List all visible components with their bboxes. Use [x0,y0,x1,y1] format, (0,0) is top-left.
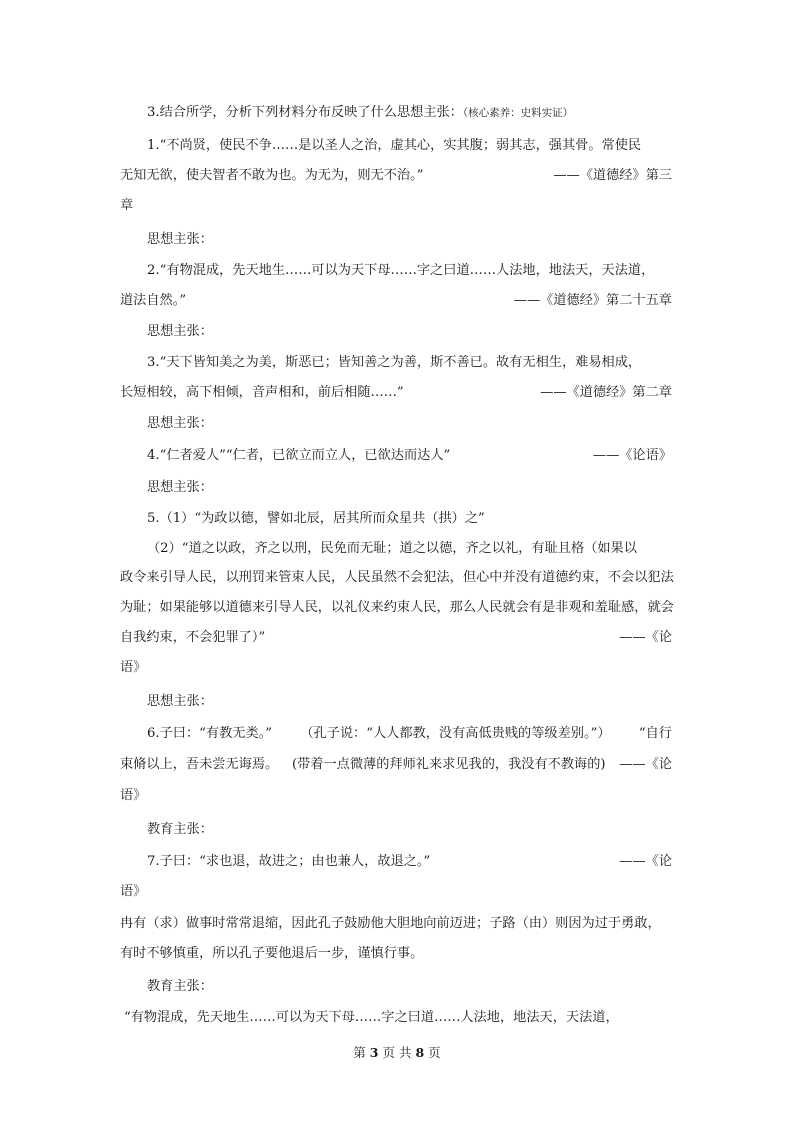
item-7-explain-1: 冉有（求）做事时常常退缩，因此孔子鼓励他大胆地向前迈进；子路（由）则因为过于勇敢， [120,916,661,931]
item-7-line-1 [147,852,672,872]
item-5-line-1: 5.（1）“为政以德，譬如北辰，居其所而众星共（拱）之” [147,511,485,526]
item-4-source: ——《论语》 [592,448,672,463]
item-7-answer-label: 教育主张： [147,979,213,994]
item-1-source: ——《道德经》第三 [553,168,672,183]
item-5-line-2: （2）“道之以政，齐之以刑，民免而无耻；道之以德，齐之以礼，有耻且格（如果以 [147,541,637,556]
item-5-answer-label: 思想主张： [147,694,213,709]
item-6-quote-cont: “自行 [638,726,672,741]
item-2-line-1: 2.“有物混成，先天地生……可以为天下母……字之曰道……人法地，地法天，天法道， [147,263,655,278]
footer-total-pages: 8 [415,1045,425,1060]
item-2-text: 道法自然。” [120,293,187,308]
item-2-line-2 [120,291,672,311]
trailing-line: “有物混成，先天地生……可以为天下母……字之曰道……人法地，地法天，天法道， [124,1010,619,1025]
page-footer [0,1044,794,1062]
item-3-text: 长短相较，高下相倾，音声相和，前后相随……” [120,385,404,400]
item-5-line-5 [120,628,672,648]
item-5-source: ——《论 [619,630,672,645]
item-6-quote-2: 束脩以上，吾未尝无诲焉。 [120,757,279,772]
item-7-source: ——《论 [619,854,672,869]
item-4-text: 4.“仁者爱人”“仁者，已欲立而立人，已欲达而达人” [147,448,451,463]
item-1-line-1: 1.“不尚贤，使民不争……是以圣人之治，虚其心，实其腹；弱其志，强其骨。常使民 [147,138,642,153]
item-6-source: ——《论 [619,757,672,772]
question-title [147,103,672,123]
item-7-explain-2: 有时不够慎重，所以孔子要他退后一步，谨慎行事。 [120,946,424,961]
footer-mid1: 页 [382,1045,395,1060]
item-4-answer-label: 思想主张： [147,480,213,495]
item-7-line-2: 语》 [120,884,147,899]
item-5-text: 自我约束，不会犯罪了）” [120,630,266,645]
item-2-source: ——《道德经》第二十五章 [513,293,672,308]
item-1-answer-label: 思想主张： [147,232,213,247]
item-3-answer-label: 思想主张： [147,416,213,431]
item-2-answer-label: 思想主张： [147,324,213,339]
footer-pre: 第 [353,1045,366,1060]
question-text: 3.结合所学，分析下列材料分布反映了什么思想主张： [147,105,463,120]
item-3-source: ——《道德经》第二章 [540,385,672,400]
footer-mid2: 共 [398,1045,412,1060]
item-1-text: 无知无欲，使夫智者不敢为也。为无为，则无不治。” [120,168,424,183]
item-5-line-3: 政令来引导人民，以刑罚来管束人民，人民虽然不会犯法，但心中并没有道德约束，不会以犯法 [120,570,674,585]
item-4-line-1 [147,446,672,466]
item-3-line-2 [120,383,672,403]
item-6-gloss-2: (带着一点微薄的拜师礼来求见我的，我没有不教诲的) [291,757,606,772]
item-3-line-1: 3.“天下皆知美之为美，斯恶已；皆知善之为善，斯不善已。故有无相生，难易相成， [147,355,642,370]
item-6-answer-label: 教育主张： [147,822,213,837]
question-note: （核心素养：史料实证） [462,107,574,119]
footer-page-number: 3 [369,1045,379,1060]
item-5-line-4: 为耻；如果能够以道德来引导人民，以礼仪来约束人民，那么人民就会有是非观和羞耻感，就会 [120,600,674,615]
item-1-line-2 [120,166,672,186]
item-1-line-3: 章 [120,198,134,213]
item-7-text: 7.子曰：“求也退，故进之；由也兼人，故退之。” [147,854,431,869]
item-6-line-1 [147,724,672,744]
item-6-line-3: 语》 [120,788,147,803]
item-6-quote: 6.子曰：“有教无类。” [147,726,272,741]
item-6-gloss: （孔子说：“人人都教，没有高低贵贱的等级差别。”） [300,726,611,741]
item-6-line-2 [120,755,672,775]
footer-post: 页 [428,1045,441,1060]
item-5-line-6: 语》 [120,660,147,675]
